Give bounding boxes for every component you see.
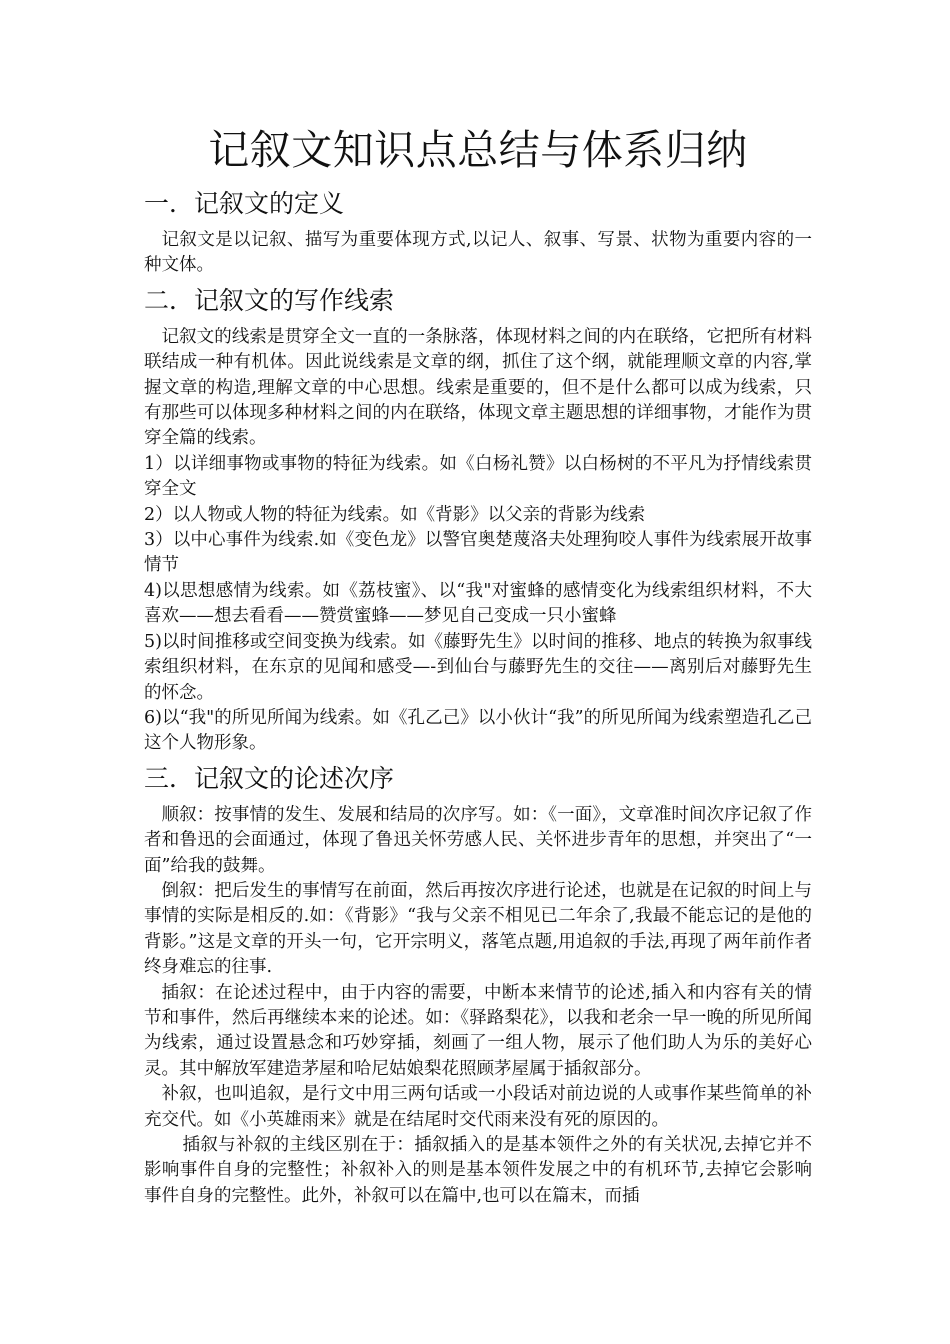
list-item: 3）以中心事件为线索.如《变色龙》以警官奥楚蔑洛夫处理狗咬人事件为线索展开故事情节 <box>144 530 812 576</box>
list-item: 5)以时间推移或空间变换为线索。如《藤野先生》以时间的推移、地点的转换为叙事线索组织材料，在东京的见闻和感受—-到仙台与藤野先生的交往——离别后对藤野先生的怀念。 <box>144 631 812 703</box>
list-item: 2）以人物或人物的特征为线索。如《背影》以父亲的背影为线索 <box>144 504 646 525</box>
section-heading: 一．记叙文的定义 <box>144 189 345 218</box>
section-clues <box>144 283 812 757</box>
document-page <box>144 118 812 1213</box>
paragraph: 顺叙：按事情的发生、发展和结局的次序写。如：《一面》，文章准时间次序记叙了作者和鲁迅的会面通过，体现了鲁迅关怀劳感人民、关怀进步青年的思想，并突出了“一面”给我的鼓舞。 <box>144 804 812 876</box>
list-item: 4)以思想感情为线索。如《荔枝蜜》、以“我"对蜜蜂的感情变化为线索组织材料，不大喜欢——想去看看——赞赏蜜蜂——梦见自己变成一只小蜜蜂 <box>144 580 812 627</box>
document-title: 记叙文知识点总结与体系归纳 <box>208 126 748 174</box>
section-order <box>144 761 812 1210</box>
paragraph: 插叙：在论述过程中，由于内容的需要，中断本来情节的论述,插入和内容有关的情节和事件，然后再继续本来的论述。如：《驿路梨花》，以我和老余一早一晚的所见所闻为线索，通过设置悬念和巧妙穿插，刻画了一组人物，展示了他们助人为乐的美好心灵。其中解放军建造茅屋和哈尼姑娘梨花照顾茅屋属于插叙部分。 <box>144 982 812 1079</box>
paragraph: 插叙与补叙的主线区别在于：插叙插入的是基本领件之外的有关状况,去掉它并不影响事件自身的完整性；补叙补入的则是基本领件发展之中的有机环节,去掉它会影响事件自身的完整性。此外，补叙可以在篇中,也可以在篇末，而插 <box>144 1135 812 1206</box>
section-heading: 二．记叙文的写作线索 <box>144 285 395 315</box>
section-definition <box>144 186 812 279</box>
paragraph: 记叙文是以记叙、描写为重要体现方式,以记人、叙事、写景、状物为重要内容的一种文体。 <box>144 230 812 276</box>
paragraph: 记叙文的线索是贯穿全文一直的一条脉落，体现材料之间的内在联络，它把所有材料联结成一种有机体。因此说线索是文章的纲，抓住了这个纲，就能理顺文章的内容,掌握文章的构造,理解文章的中心思想。线索是重要的，但不是什么都可以成为线索，只有那些可以体现多种材料之间的内在联络，体现文章主题思想的详细事物，才能作为贯穿全篇的线索。 <box>144 326 812 449</box>
paragraph: 补叙，也叫追叙，是行文中用三两句话或一小段话对前边说的人或事作某些简单的补充交代。如《小英雄雨来》就是在结尾时交代雨来没有死的原因的。 <box>144 1084 812 1130</box>
paragraph: 倒叙：把后发生的事情写在前面，然后再按次序进行论述，也就是在记叙的时间上与事情的实际是相反的.如：《背影》“我与父亲不相见已二年余了,我最不能忘记的是他的背影。”这是文章的开头一句，它开宗明义，落笔点题,用追叙的手法,再现了两年前作者终身难忘的往事. <box>144 880 812 978</box>
list-item: 6)以“我"的所见所闻为线索。如《孔乙己》以小伙计“我”的所见所闻为线索塑造孔乙己这个人物形象。 <box>144 707 812 754</box>
list-item: 1）以详细事物或事物的特征为线索。如《白杨礼赞》以白杨树的不平凡为抒情线索贯穿全文 <box>144 453 812 500</box>
section-heading: 三．记叙文的论述次序 <box>144 763 395 793</box>
